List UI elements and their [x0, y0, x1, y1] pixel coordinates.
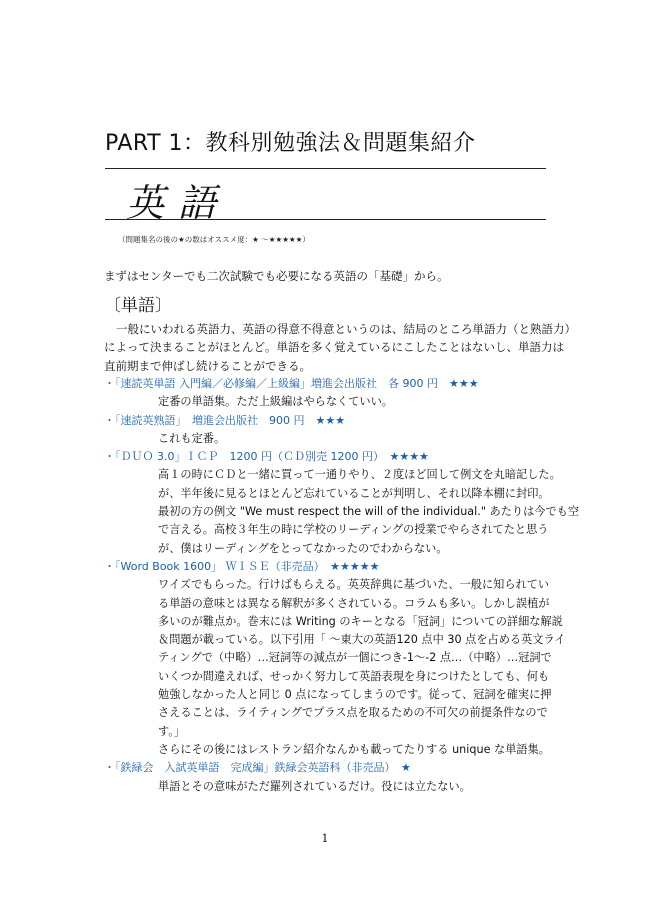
book-desc: ワイズでもらった。行けばもらえる。英英辞典に基づいた、一般に知られてい: [158, 578, 550, 592]
book-entry: [104, 448, 580, 558]
book-desc: が、僕はリーディングをとってなかったのでわからない。: [158, 541, 448, 555]
book-desc: 最初の方の例文 "We must respect the will of the individual." あたりは今でも空: [158, 505, 580, 519]
section-heading: 〔単語〕: [104, 296, 172, 316]
book-desc: これも定番。: [158, 431, 226, 445]
book-desc: 勉強しなかった人と同じ 0 点になってしまうのです。従って、冠詞を確実に押: [158, 688, 552, 702]
book-entry: [104, 412, 554, 449]
page-number: 1: [321, 832, 329, 845]
book-desc: で言える。高校３年生の時に学校のリーディングの授業でやらされてたと思う: [158, 523, 549, 537]
book-title: ・「ＤＵＯ 3.0」ＩＣＰ 1200 円（ＣＤ別売 1200 円） ★★★★: [104, 450, 429, 464]
book-desc: す。」: [158, 724, 186, 738]
book-desc: 多いのが難点か。巻末には Writing のキーとなる「冠詞」についての詳細な解説: [158, 614, 563, 628]
book-title: ・「鉄緑会 入試英単語 完成編」鉄緑会英語科（非売品） ★: [104, 761, 411, 775]
rating-note: （問題集名の後の★の数はオススメ度：★ 〜★★★★★）: [118, 235, 310, 244]
book-entry: [104, 558, 566, 759]
book-title: ・「速読英単語 入門編／必修編／上級編」増進会出版社 各 900 円 ★★★: [104, 377, 479, 390]
book-list: [104, 375, 580, 796]
book-desc: る単語の意味とは異なる解釈が多くされている。コラムも多い。しかし誤植が: [158, 596, 550, 610]
paragraph-line: によって決まることがほとんど。単語を多く覚えているにこしたことはないし、単語力は: [104, 340, 564, 355]
book-desc: さらにその後にはレストラン紹介なんかも載ってたりする unique な単語集。: [158, 742, 550, 756]
book-entry: [104, 759, 554, 796]
book-desc: ＆問題が載っている。以下引用「 〜東大の英語120 点中 30 点を占める英文ライ: [158, 633, 566, 647]
book-title: ・「速読英熟語」 増進会出版社 900 円 ★★★: [104, 413, 346, 427]
book-entry: [104, 375, 554, 412]
top-rule: [105, 168, 546, 169]
bottom-rule: [105, 219, 546, 220]
book-desc: 高１の時にＣＤと一緒に買って一通りやり、２度ほど回して例文を丸暗記した。: [158, 468, 561, 482]
book-desc: が、半年後に見るとほとんど忘れていることが判明し、それ以降本棚に封印。: [158, 486, 550, 500]
book-desc: 定番の単語集。ただ上級編はやらなくていい。: [158, 395, 393, 409]
paragraph-line: 直前期まで伸ばし続けることができる。: [104, 358, 311, 373]
book-desc: さえることは、ライティングでプラス点を取るための不可欠の前提条件なので: [158, 706, 548, 720]
subject-heading: 英語: [126, 181, 231, 225]
paragraph-line: 一般にいわれる英語力、英語の得意不得意というのは、結局のところ単語力（と熟語力）: [116, 322, 576, 336]
intro-text: まずはセンターでも二次試験でも必要になる英語の「基礎」から。: [104, 269, 449, 283]
part-title: PART 1：教科別勉強法＆問題集紹介: [105, 131, 476, 156]
book-desc: ティングで（中略）…冠詞等の減点が一個につき-1〜-2 点…（中略）…冠詞で: [158, 651, 552, 665]
book-title: ・「Word Book 1600」 ＷＩＳＥ（非売品） ★★★★★: [104, 559, 380, 573]
section-paragraph: [104, 320, 576, 375]
book-desc: 単語とその意味がただ羅列されているだけ。役には立たない。: [158, 779, 471, 793]
book-desc: いくつか間違えれば、せっかく努力して英語表現を身につけたとしても、何も: [158, 669, 550, 683]
